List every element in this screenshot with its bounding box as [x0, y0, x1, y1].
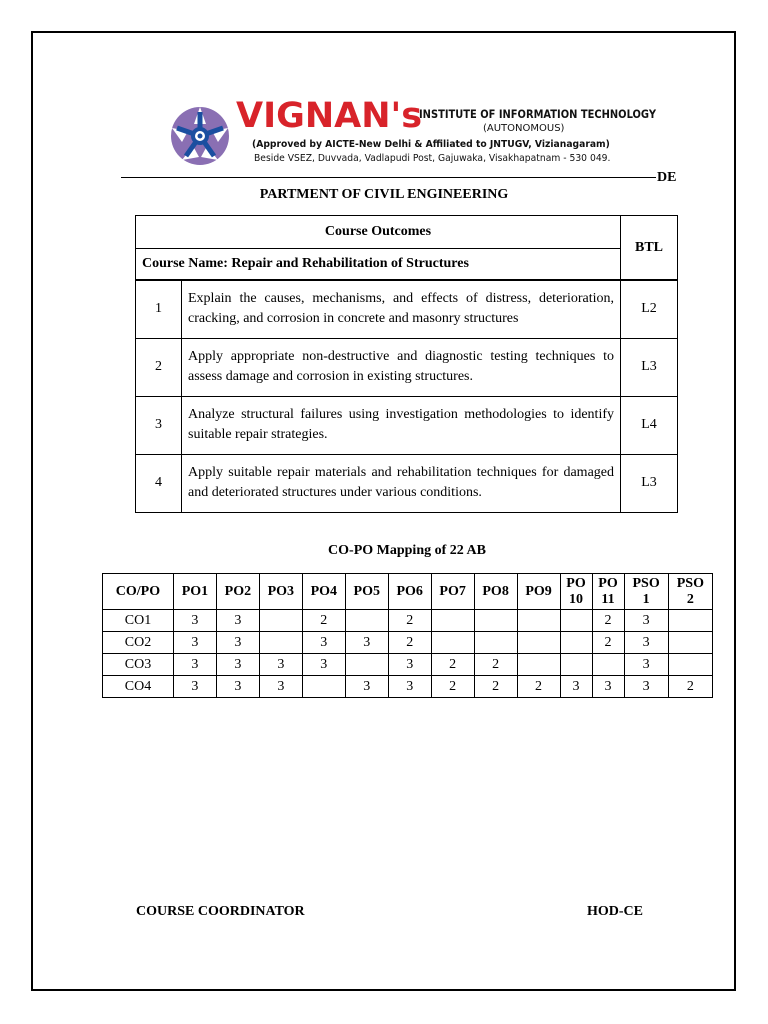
approval-line: (Approved by AICTE-New Delhi & Affiliated to JNTUGV, Vizianagaram): [252, 139, 610, 150]
co-btl-level: L3: [621, 338, 678, 396]
institute-name: INSTITUTE OF INFORMATION TECHNOLOGY: [419, 107, 656, 121]
mapping-header-cell: PO3: [259, 574, 302, 610]
mapping-value-cell: [302, 676, 345, 698]
mapping-value-cell: 2: [668, 676, 712, 698]
mapping-value-cell: 3: [173, 632, 216, 654]
mapping-value-cell: 3: [216, 632, 259, 654]
table-row: [103, 632, 713, 654]
mapping-value-cell: [668, 610, 712, 632]
mapping-value-cell: [560, 632, 592, 654]
co-number: 1: [136, 280, 182, 338]
mapping-header-cell: PO 10: [560, 574, 592, 610]
mapping-header-cell: PO6: [388, 574, 431, 610]
mapping-value-cell: [474, 610, 517, 632]
mapping-value-cell: 3: [216, 610, 259, 632]
mapping-value-cell: 2: [592, 632, 624, 654]
mapping-value-cell: 3: [173, 654, 216, 676]
department-title-fragment: DE: [657, 170, 677, 185]
mapping-value-cell: 3: [388, 654, 431, 676]
mapping-header-cell: PSO 1: [624, 574, 668, 610]
course-outcomes-heading: Course Outcomes: [136, 216, 621, 249]
institute-logo-banner: [168, 98, 658, 174]
mapping-value-cell: 3: [624, 610, 668, 632]
mapping-value-cell: 3: [259, 654, 302, 676]
mapping-header-cell: PO1: [173, 574, 216, 610]
mapping-value-cell: [592, 654, 624, 676]
mapping-value-cell: [259, 610, 302, 632]
mapping-value-cell: [668, 654, 712, 676]
mapping-header-row: [103, 574, 713, 610]
institute-emblem-icon: [168, 104, 232, 168]
department-title: PARTMENT OF CIVIL ENGINEERING: [259, 187, 509, 202]
table-row: [136, 338, 678, 396]
header-rule: [121, 177, 656, 178]
address-line: Beside VSEZ, Duvvada, Vadlapudi Post, Gajuwaka, Visakhapatnam - 530 049.: [254, 153, 611, 164]
mapping-value-cell: 3: [345, 676, 388, 698]
mapping-value-cell: 2: [302, 610, 345, 632]
autonomous-label: (AUTONOMOUS): [483, 123, 565, 134]
co-label-cell: CO2: [103, 632, 174, 654]
co-btl-level: L4: [621, 396, 678, 454]
table-row: [103, 610, 713, 632]
mapping-value-cell: [259, 632, 302, 654]
mapping-value-cell: [345, 654, 388, 676]
co-label-cell: CO4: [103, 676, 174, 698]
hod-signature: HOD-CE: [587, 904, 643, 919]
table-row: [103, 654, 713, 676]
co-description: Explain the causes, mechanisms, and effects of distress, deterioration, cracking, and corrosion in concrete and masonry structures: [182, 280, 621, 338]
mapping-value-cell: 3: [345, 632, 388, 654]
mapping-value-cell: [560, 654, 592, 676]
mapping-value-cell: 2: [431, 654, 474, 676]
mapping-value-cell: 3: [592, 676, 624, 698]
mapping-header-cell: PO9: [517, 574, 560, 610]
co-description: Apply suitable repair materials and rehabilitation techniques for damaged and deteriorated structures under various conditions.: [182, 454, 621, 512]
mapping-value-cell: 3: [560, 676, 592, 698]
btl-heading: BTL: [621, 216, 678, 281]
mapping-value-cell: 3: [173, 676, 216, 698]
mapping-header-cell: PO2: [216, 574, 259, 610]
mapping-value-cell: [517, 610, 560, 632]
mapping-body: [103, 610, 713, 698]
mapping-value-cell: 3: [216, 654, 259, 676]
mapping-value-cell: [431, 632, 474, 654]
mapping-value-cell: [517, 654, 560, 676]
mapping-header-cell: PO7: [431, 574, 474, 610]
mapping-value-cell: 2: [431, 676, 474, 698]
mapping-header-cell: CO/PO: [103, 574, 174, 610]
mapping-value-cell: 2: [388, 610, 431, 632]
mapping-value-cell: 3: [259, 676, 302, 698]
mapping-value-cell: 3: [624, 654, 668, 676]
co-label-cell: CO1: [103, 610, 174, 632]
mapping-value-cell: 3: [302, 654, 345, 676]
table-row: [136, 454, 678, 512]
mapping-value-cell: [431, 610, 474, 632]
mapping-value-cell: 2: [592, 610, 624, 632]
mapping-header-cell: PSO 2: [668, 574, 712, 610]
course-coordinator-signature: COURSE COORDINATOR: [136, 904, 305, 919]
mapping-value-cell: 3: [624, 632, 668, 654]
mapping-value-cell: [517, 632, 560, 654]
co-btl-level: L2: [621, 280, 678, 338]
mapping-value-cell: 2: [517, 676, 560, 698]
mapping-title: CO-PO Mapping of 22 AB: [328, 543, 486, 558]
mapping-value-cell: 3: [624, 676, 668, 698]
mapping-value-cell: 3: [388, 676, 431, 698]
mapping-value-cell: [474, 632, 517, 654]
mapping-header-cell: PO4: [302, 574, 345, 610]
co-number: 4: [136, 454, 182, 512]
mapping-value-cell: 2: [474, 654, 517, 676]
mapping-value-cell: 3: [302, 632, 345, 654]
co-description: Apply appropriate non-destructive and diagnostic testing techniques to assess damage and corrosion in existing structures.: [182, 338, 621, 396]
course-name: Course Name: Repair and Rehabilitation of Structures: [136, 249, 621, 281]
table-row: [136, 396, 678, 454]
mapping-value-cell: 3: [173, 610, 216, 632]
mapping-value-cell: [560, 610, 592, 632]
course-outcomes-table: [135, 215, 678, 513]
mapping-value-cell: [345, 610, 388, 632]
mapping-header-cell: PO5: [345, 574, 388, 610]
co-number: 2: [136, 338, 182, 396]
co-number: 3: [136, 396, 182, 454]
table-row: [103, 676, 713, 698]
co-btl-level: L3: [621, 454, 678, 512]
mapping-value-cell: [668, 632, 712, 654]
mapping-value-cell: 2: [388, 632, 431, 654]
table-row: [136, 280, 678, 338]
mapping-header-cell: PO 11: [592, 574, 624, 610]
co-po-mapping-table: [102, 573, 713, 698]
mapping-value-cell: 3: [216, 676, 259, 698]
co-description: Analyze structural failures using investigation methodologies to identify suitable repair strategies.: [182, 396, 621, 454]
brand-name: VIGNAN's: [236, 96, 423, 136]
mapping-header-cell: PO8: [474, 574, 517, 610]
co-label-cell: CO3: [103, 654, 174, 676]
mapping-value-cell: 2: [474, 676, 517, 698]
